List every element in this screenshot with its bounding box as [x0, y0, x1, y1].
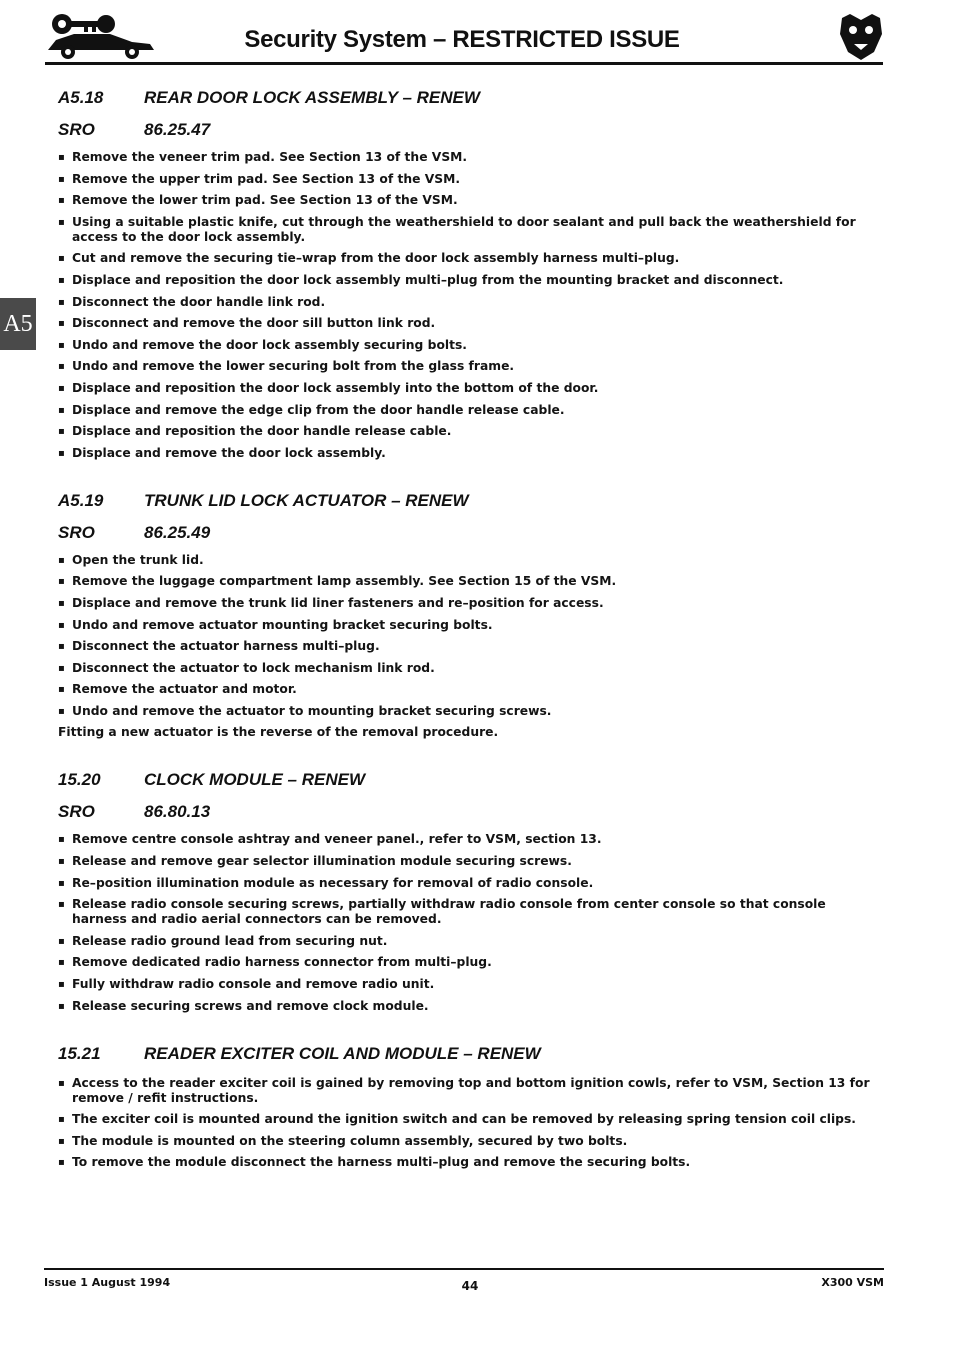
sro-number: 86.25.49 [144, 522, 211, 542]
section-15-21 [58, 1044, 880, 1171]
list-item: ▪ Fully withdraw radio console and remove radio unit. [58, 977, 880, 992]
list-item: ▪ Displace and remove the trunk lid liner fasteners and re–position for access. [58, 596, 880, 611]
section-15-20 [58, 770, 880, 1013]
list-item: ▪ Disconnect and remove the door sill button link rod. [58, 316, 880, 331]
step-list [58, 553, 880, 719]
list-item: ▪ Undo and remove the actuator to mounting bracket securing screws. [58, 704, 880, 719]
section-heading [58, 88, 880, 108]
fitting-note: Fitting a new actuator is the reverse of the removal procedure. [58, 725, 499, 740]
sro-label: SRO [58, 120, 95, 139]
list-item: ▪ Remove the lower trim pad. See Section 13 of the VSM. [58, 193, 880, 208]
list-item: ▪ Remove dedicated radio harness connector from multi–plug. [58, 955, 880, 970]
list-item: ▪ Remove the upper trim pad. See Section 13 of the VSM. [58, 172, 880, 187]
step-list [58, 150, 880, 461]
list-item: ▪ Open the trunk lid. [58, 553, 880, 568]
section-title: CLOCK MODULE – RENEW [144, 770, 365, 790]
section-title: REAR DOOR LOCK ASSEMBLY – RENEW [144, 88, 480, 107]
list-item: ▪ Disconnect the door handle link rod. [58, 295, 880, 310]
list-item: ▪ Release securing screws and remove clock module. [58, 999, 880, 1014]
list-item: ▪ Release radio console securing screws, partially withdraw radio console from center console so that console harness and radio aerial connectors can be removed. [58, 897, 880, 927]
list-item: ▪ To remove the module disconnect the harness multi–plug and remove the securing bolts. [58, 1155, 880, 1170]
section-heading [58, 770, 880, 790]
document-code: X300 VSM [821, 1276, 884, 1289]
sro-line [58, 120, 880, 140]
step-list [58, 1076, 880, 1171]
header-rule [45, 62, 883, 65]
list-item: ▪ The module is mounted on the steering column assembly, secured by two bolts. [58, 1134, 880, 1149]
list-item: ▪ The exciter coil is mounted around the ignition switch and can be removed by releasing spring tension coil clips. [58, 1112, 880, 1127]
list-item: ▪ Disconnect the actuator harness multi–plug. [58, 639, 880, 654]
list-item: ▪ Remove the actuator and motor. [58, 682, 880, 697]
list-item: ▪ Displace and reposition the door handle release cable. [58, 424, 880, 439]
list-item: ▪ Displace and remove the door lock assembly. [58, 446, 880, 461]
page-title: Security System – RESTRICTED ISSUE [244, 26, 680, 53]
list-item: ▪ Disconnect the actuator to lock mechanism link rod. [58, 661, 880, 676]
list-item: ▪ Remove the luggage compartment lamp assembly. See Section 15 of the VSM. [58, 574, 880, 589]
sro-label: SRO [58, 802, 95, 822]
list-item: ▪ Undo and remove the door lock assembly securing bolts. [58, 338, 880, 353]
section-tab: A5 [0, 298, 36, 350]
section-number: A5.18 [58, 88, 104, 107]
sro-label: SRO [58, 522, 95, 542]
page-header [40, 8, 884, 64]
document-body [58, 88, 880, 1200]
list-item: ▪ Release and remove gear selector illumination module securing screws. [58, 854, 880, 869]
list-item: ▪ Remove the veneer trim pad. See Section 13 of the VSM. [58, 150, 880, 165]
section-title: TRUNK LID LOCK ACTUATOR – RENEW [144, 490, 469, 510]
list-item: ▪ Release radio ground lead from securing nut. [58, 934, 880, 949]
list-item: ▪ Cut and remove the securing tie–wrap from the door lock assembly harness multi–plug. [58, 251, 880, 266]
section-heading [58, 491, 880, 511]
section-number: 15.20 [58, 770, 101, 790]
section-a5-19 [58, 491, 880, 741]
list-item: ▪ Re–position illumination module as necessary for removal of radio console. [58, 876, 880, 891]
list-item: ▪ Access to the reader exciter coil is gained by removing top and bottom ignition cowls, refer to VSM, Section 13 for remove / refit instructions. [58, 1076, 880, 1106]
list-item: ▪ Remove centre console ashtray and veneer panel., refer to VSM, section 13. [58, 832, 880, 847]
section-title: READER EXCITER COIL AND MODULE – RENEW [144, 1043, 541, 1063]
step-list [58, 832, 880, 1013]
list-item: ▪ Using a suitable plastic knife, cut through the weathershield to door sealant and pull back the weathershield for access to the door lock assembly. [58, 215, 880, 245]
list-item: ▪ Displace and reposition the door lock assembly into the bottom of the door. [58, 381, 880, 396]
section-heading [58, 1044, 880, 1064]
section-a5-18 [58, 88, 880, 461]
list-item: ▪ Undo and remove actuator mounting bracket securing bolts. [58, 618, 880, 633]
section-number: 15.21 [58, 1043, 101, 1063]
footer-rule [44, 1268, 884, 1270]
page-number: 44 [461, 1279, 479, 1293]
jaguar-emblem-icon [838, 12, 884, 62]
list-item: ▪ Undo and remove the lower securing bolt from the glass frame. [58, 359, 880, 374]
sro-line [58, 802, 880, 822]
issue-date: Issue 1 August 1994 [44, 1276, 171, 1289]
sro-number: 86.25.47 [144, 120, 211, 139]
sro-line [58, 523, 880, 543]
list-item: ▪ Displace and remove the edge clip from the door handle release cable. [58, 403, 880, 418]
list-item: ▪ Displace and reposition the door lock assembly multi–plug from the mounting bracket and disconnect. [58, 273, 880, 288]
section-number: A5.19 [58, 490, 104, 510]
sro-number: 86.80.13 [144, 802, 211, 822]
